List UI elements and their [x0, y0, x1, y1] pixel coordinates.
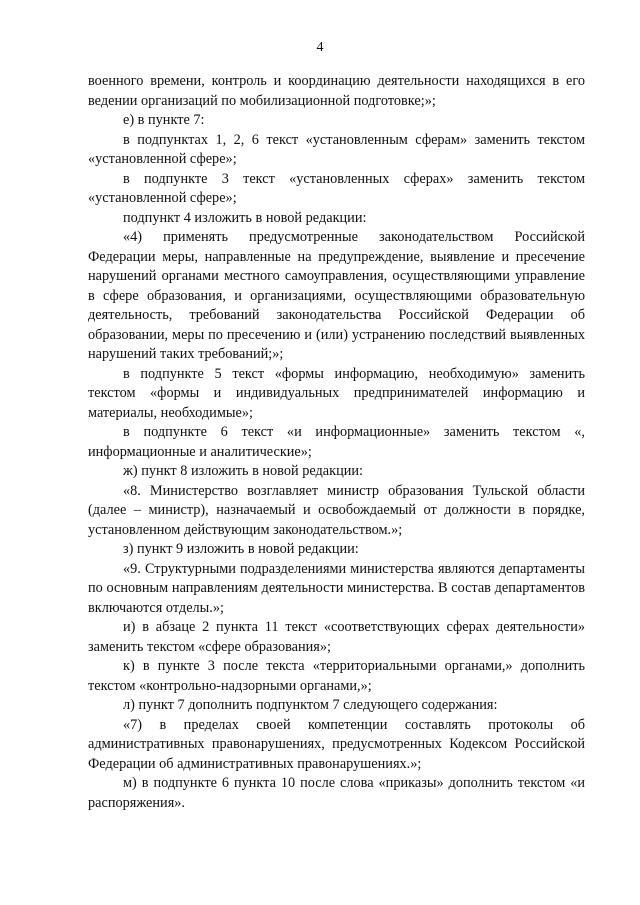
paragraph-11: з) пункт 9 изложить в новой редакции: [123, 541, 359, 557]
paragraph-12: «9. Структурными подразделениями министерства являются департаменты по основным направлениям деятельности министерства. В состав департаментов включаются отделы.»; [88, 560, 585, 616]
paragraph-14: к) в пункте 3 после текста «территориальными органами,» дополнить текстом «контрольно-надзорными органами,»; [88, 658, 585, 694]
paragraph-13: и) в абзаце 2 пункта 11 текст «соответствующих сферах деятельности» заменить текстом «сфере образования»; [88, 619, 585, 655]
paragraph-5: подпункт 4 изложить в новой редакции: [123, 209, 367, 226]
document-body [88, 72, 585, 813]
paragraph-8: в подпункте 6 текст «и информационные» заменить текстом «, информационные и аналитические»; [88, 424, 585, 460]
paragraph-7: в подпункте 5 текст «формы информацию, необходимую» заменить текстом «формы и индивидуальных предпринимателей информацию и материалы, необходимые»; [88, 365, 585, 421]
paragraph-15: л) пункт 7 дополнить подпунктом 7 следующего содержания: [123, 697, 498, 713]
paragraph-6: «4) применять предусмотренные законодательством Российской Федерации меры, направленные на предупреждение, выявление и пресечение нарушений органами местного самоуправления, осуществляющими управление в сфере образования, и организациями, осуществляющими образовательную деятельность, требований законодательства Российской Федерации об образовании, меры по пресечению и (или) устранению последствий выявленных нарушений таких требований;»; [88, 229, 585, 362]
paragraph-2: е) в пункте 7: [123, 112, 205, 128]
paragraph-3: в подпунктах 1, 2, 6 текст «установленным сферам» заменить текстом «установленной сфере»; [88, 131, 585, 167]
paragraph-4: в подпункте 3 текст «установленных сферах» заменить текстом «установленной сфере»; [88, 170, 585, 206]
paragraph-1: военного времени, контроль и координацию деятельности находящихся в его ведении организаций по мобилизационной подготовке;»; [88, 73, 585, 109]
page-number: 4 [316, 40, 324, 55]
paragraph-16: «7) в пределах своей компетенции составлять протоколы об административных правонарушениях, предусмотренных Кодексом Российской Федерации об административных правонарушениях.»; [88, 716, 585, 772]
paragraph-10: «8. Министерство возглавляет министр образования Тульской области (далее – министр), назначаемый и освобождаемый от должности в порядке, установленном действующим законодательством.»; [88, 482, 585, 538]
paragraph-9: ж) пункт 8 изложить в новой редакции: [123, 463, 364, 479]
paragraph-17: м) в подпункте 6 пункта 10 после слова «приказы» дополнить текстом «и распоряжения». [88, 775, 585, 811]
